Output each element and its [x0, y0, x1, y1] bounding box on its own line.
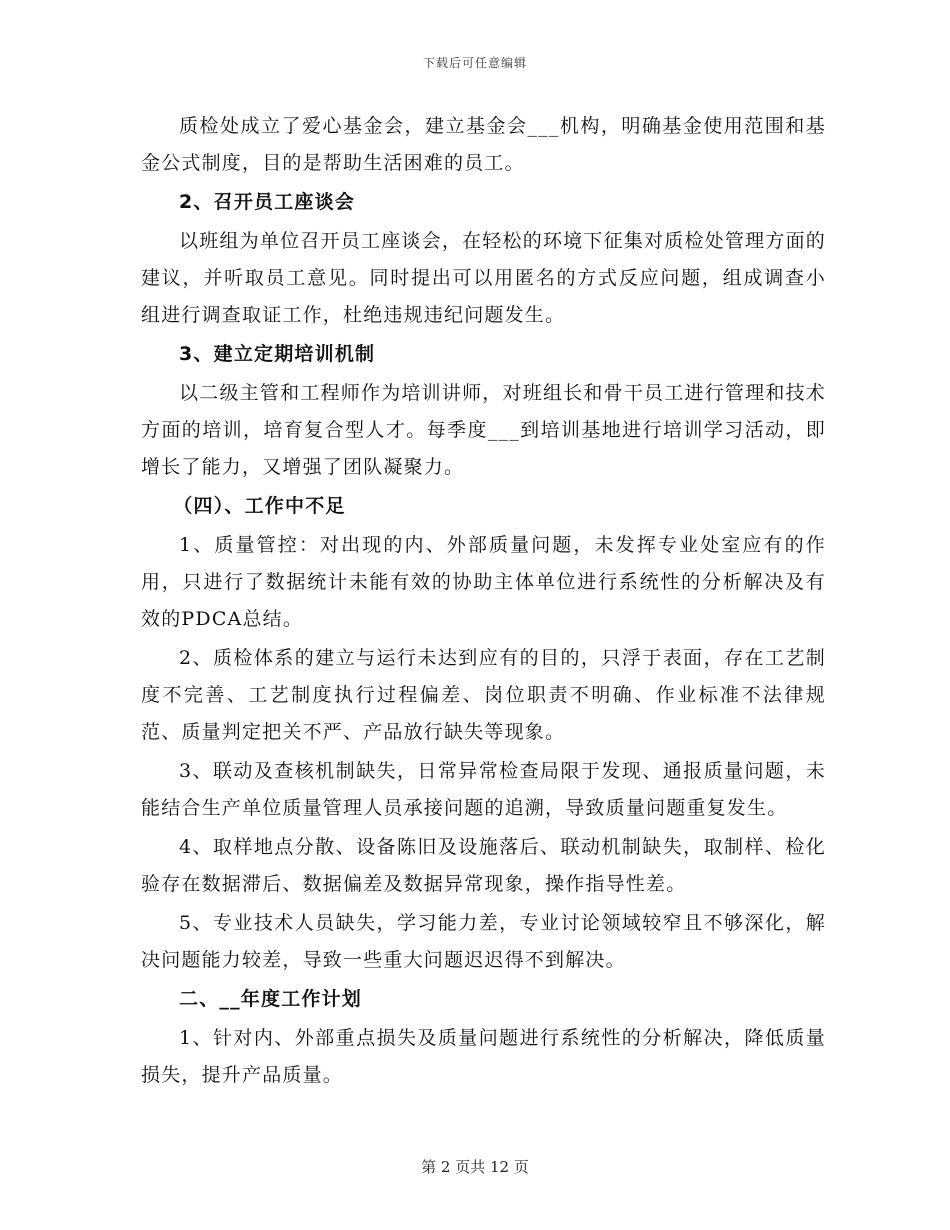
- page-number: 第 2 页共 12 页: [421, 1158, 529, 1176]
- paragraph-symposium: 以班组为单位召开员工座谈会，在轻松的环境下征集对质检处管理方面的建议，并听取员工意见。同时提出可以用匿名的方式反应问题，组成调查小组进行调查取证工作，杜绝违规违纪问题发生。: [141, 230, 826, 326]
- section-heading-annual-plan: 二、__年度工作计划: [179, 988, 363, 1010]
- paragraph-shortcoming-5: 5、专业技术人员缺失，学习能力差，专业讨论领域较窄且不够深化，解决问题能力较差，导致一些重大问题迟迟得不到解决。: [141, 912, 826, 971]
- paragraph-plan-1: 1、针对内、外部重点损失及质量问题进行系统性的分析解决，降低质量损失，提升产品质量。: [141, 1027, 826, 1086]
- document-body: [141, 108, 826, 1096]
- section-heading-symposium: 2、召开员工座谈会: [179, 191, 356, 213]
- paragraph-shortcoming-2: 2、质检体系的建立与运行未达到应有的目的，只浮于表面，存在工艺制度不完善、工艺制度执行过程偏差、岗位职责不明确、作业标准不法律规范、质量判定把关不严、产品放行缺失等现象。: [141, 647, 826, 743]
- paragraph-shortcoming-3: 3、联动及查核机制缺失，日常异常检查局限于发现、通报质量问题，未能结合生产单位质量管理人员承接问题的追溯，导致质量问题重复发生。: [141, 760, 826, 819]
- section-heading-shortcomings: （四）、工作中不足: [173, 495, 346, 517]
- paragraph-training: 以二级主管和工程师作为培训讲师，对班组长和骨干员工进行管理和技术方面的培训，培育复合型人才。每季度___到培训基地进行培训学习活动，即增长了能力，又增强了团队凝聚力。: [141, 382, 826, 478]
- page-header-note: 下载后可任意编辑: [422, 56, 527, 70]
- paragraph-fund: 质检处成立了爱心基金会，建立基金会___机构，明确基金使用范围和基金公式制度，目的是帮助生活困难的员工。: [141, 115, 826, 174]
- paragraph-shortcoming-1: 1、质量管控：对出现的内、外部质量问题，未发挥专业处室应有的作用，只进行了数据统计未能有效的协助主体单位进行系统性的分析解决及有效的PDCA总结。: [141, 534, 826, 630]
- paragraph-shortcoming-4: 4、取样地点分散、设备陈旧及设施落后、联动机制缺失，取制样、检化验存在数据滞后、数据偏差及数据异常现象，操作指导性差。: [141, 836, 826, 895]
- section-heading-training: 3、建立定期培训机制: [179, 343, 376, 365]
